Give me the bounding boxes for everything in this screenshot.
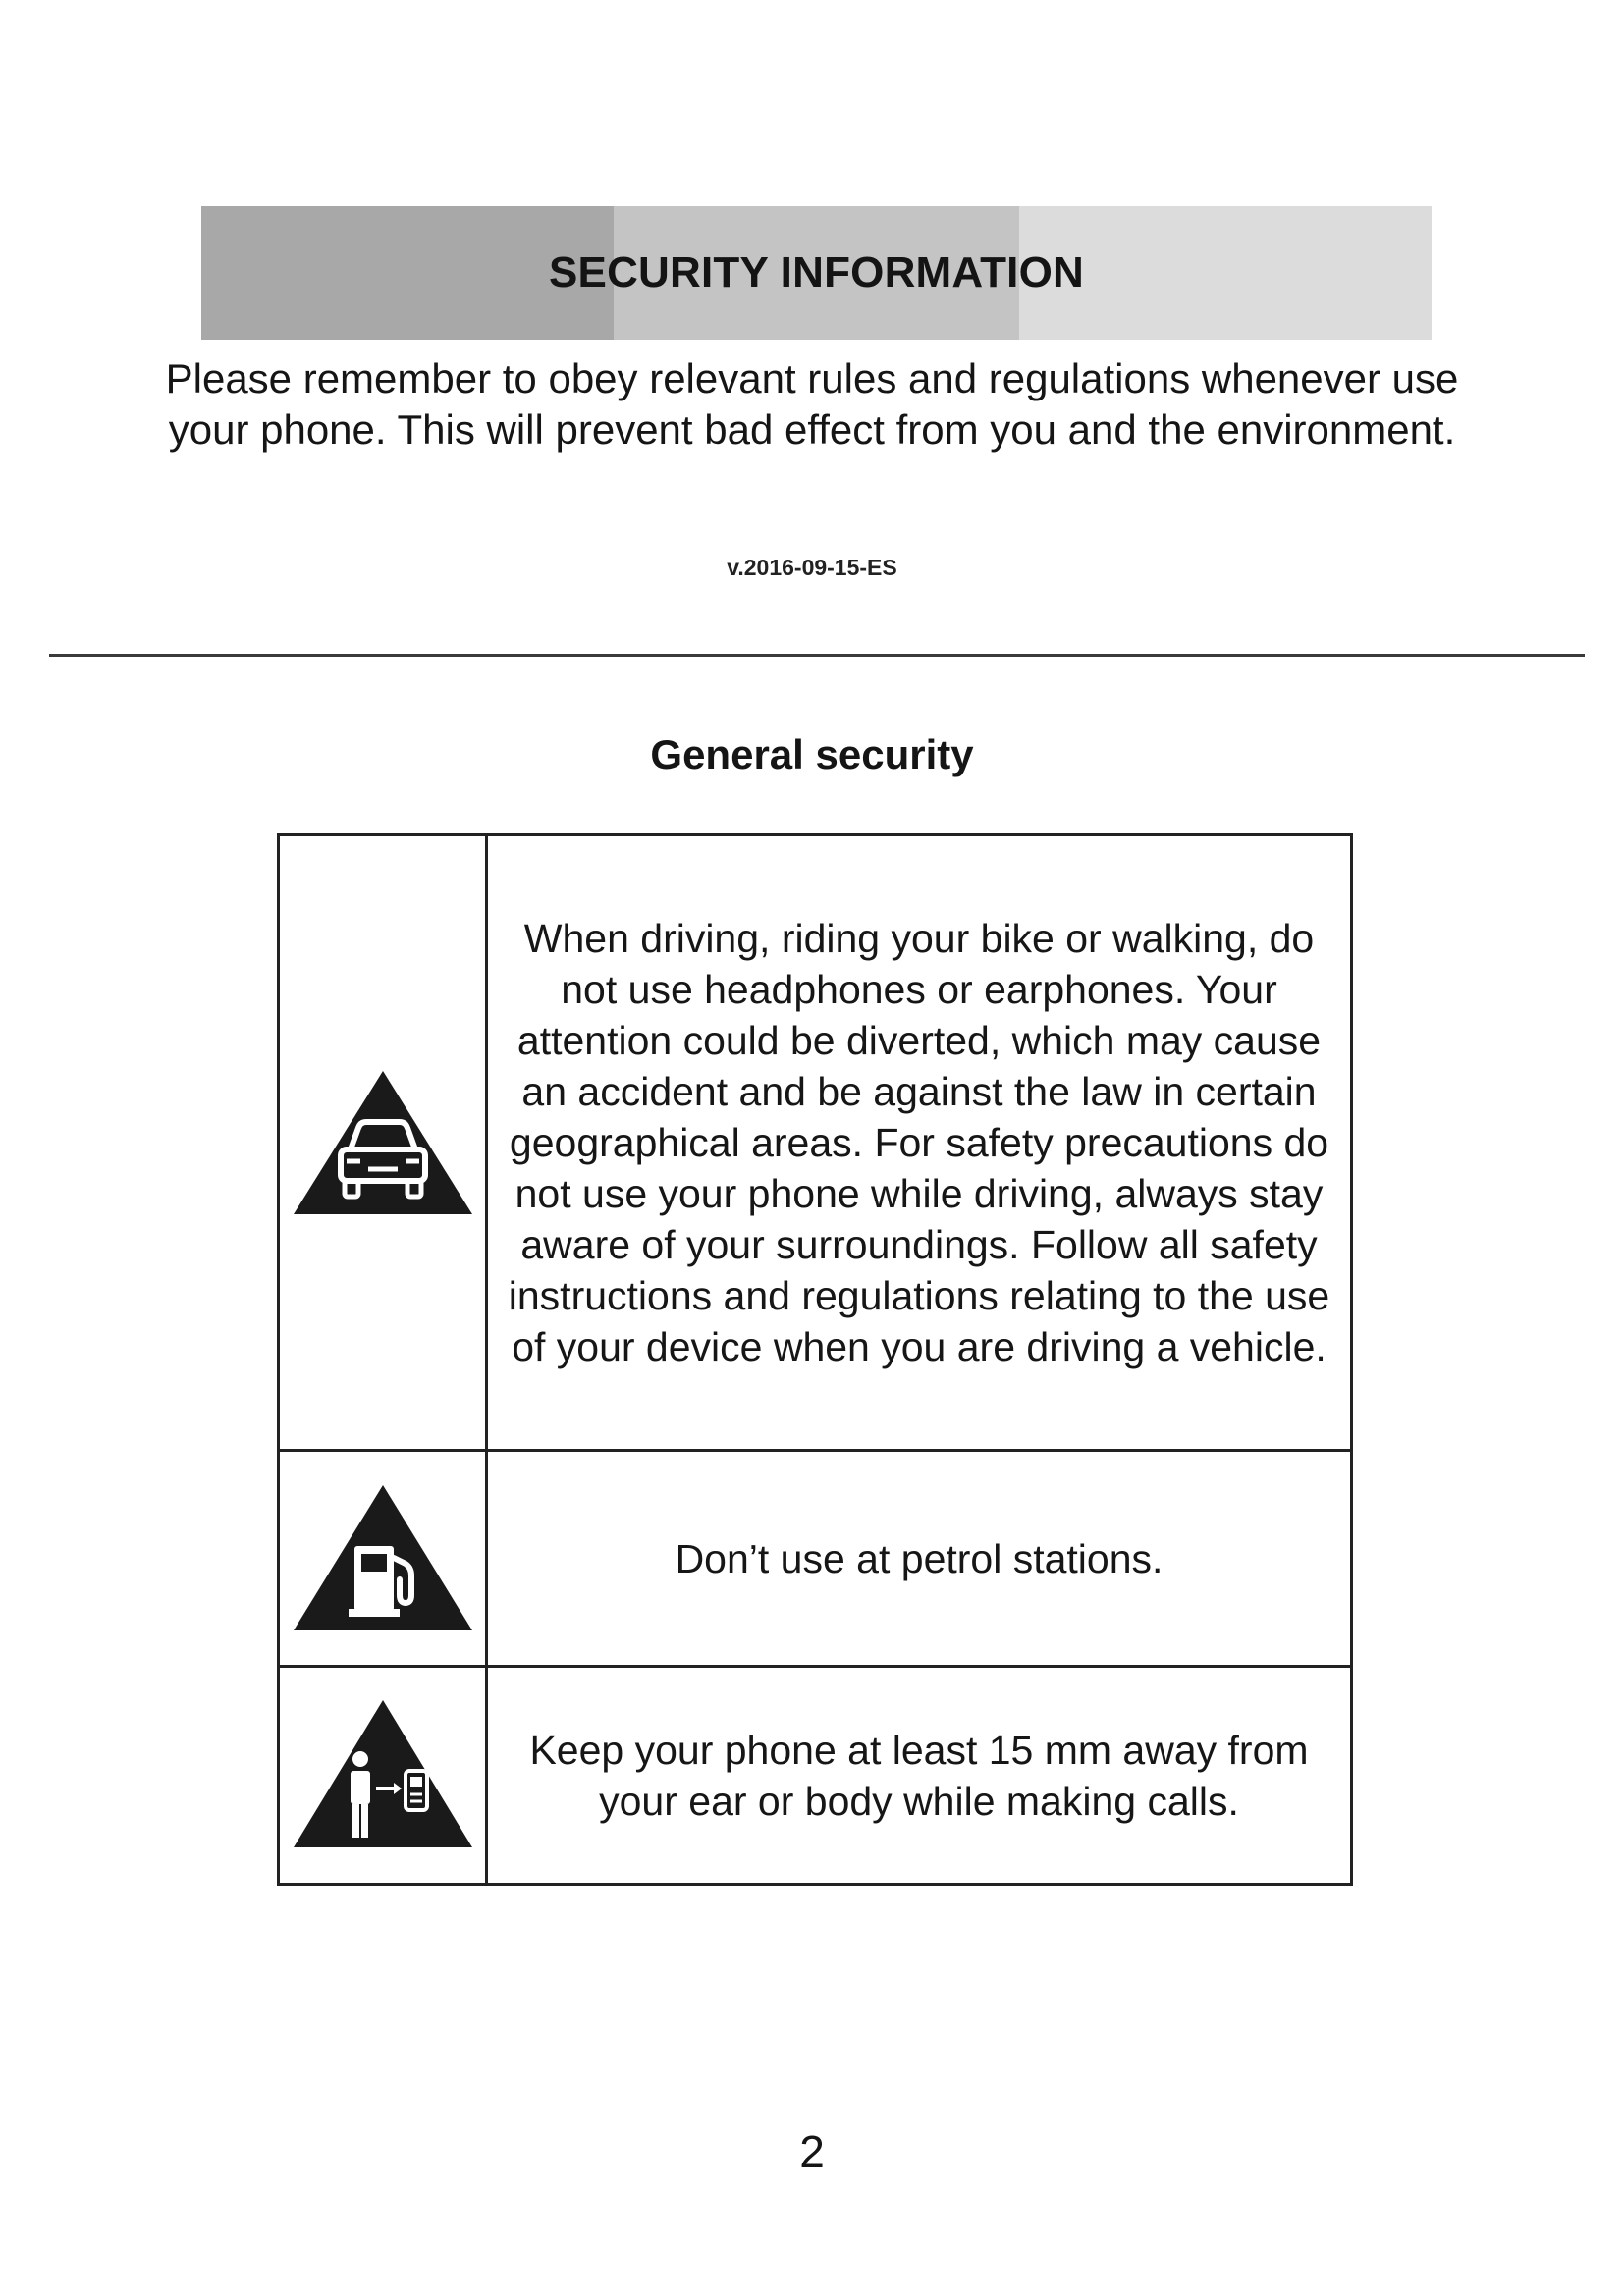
- table-row-text: Keep your phone at least 15 mm away from your ear or body while making calls.: [529, 1727, 1309, 1824]
- version-label: v.2016-09-15-ES: [727, 555, 897, 580]
- section-title: General security: [650, 731, 974, 777]
- section-banner: [201, 206, 1432, 340]
- person-phone-distance-warning-icon: [290, 1692, 476, 1859]
- car-warning-icon: [290, 1059, 476, 1226]
- table-row-icon-cell: [280, 1668, 485, 1883]
- page-number: 2: [799, 2126, 825, 2177]
- table-row-text: Don’t use at petrol stations.: [675, 1535, 1164, 1581]
- intro-paragraph: Please remember to obey relevant rules and regulations whenever use your phone. This will prevent bad effect from you and the environment.: [165, 355, 1459, 453]
- page-title: SECURITY INFORMATION: [548, 248, 1085, 296]
- petrol-pump-warning-icon: [290, 1475, 476, 1642]
- safety-table: [277, 833, 1353, 1886]
- table-row-icon-cell: [280, 836, 485, 1449]
- table-row-text: When driving, riding your bike or walking, do not use headphones or earphones. Your attention could be diverted, which may cause an accident and be against the law in certain geographical areas. For safety precautions do not use your phone while driving, always stay aware of your surroundings. Follow all safety instructions and regulations relating to the use of your device when you are driving a vehicle.: [508, 916, 1330, 1369]
- table-row-icon-cell: [280, 1452, 485, 1665]
- divider: [49, 654, 1585, 657]
